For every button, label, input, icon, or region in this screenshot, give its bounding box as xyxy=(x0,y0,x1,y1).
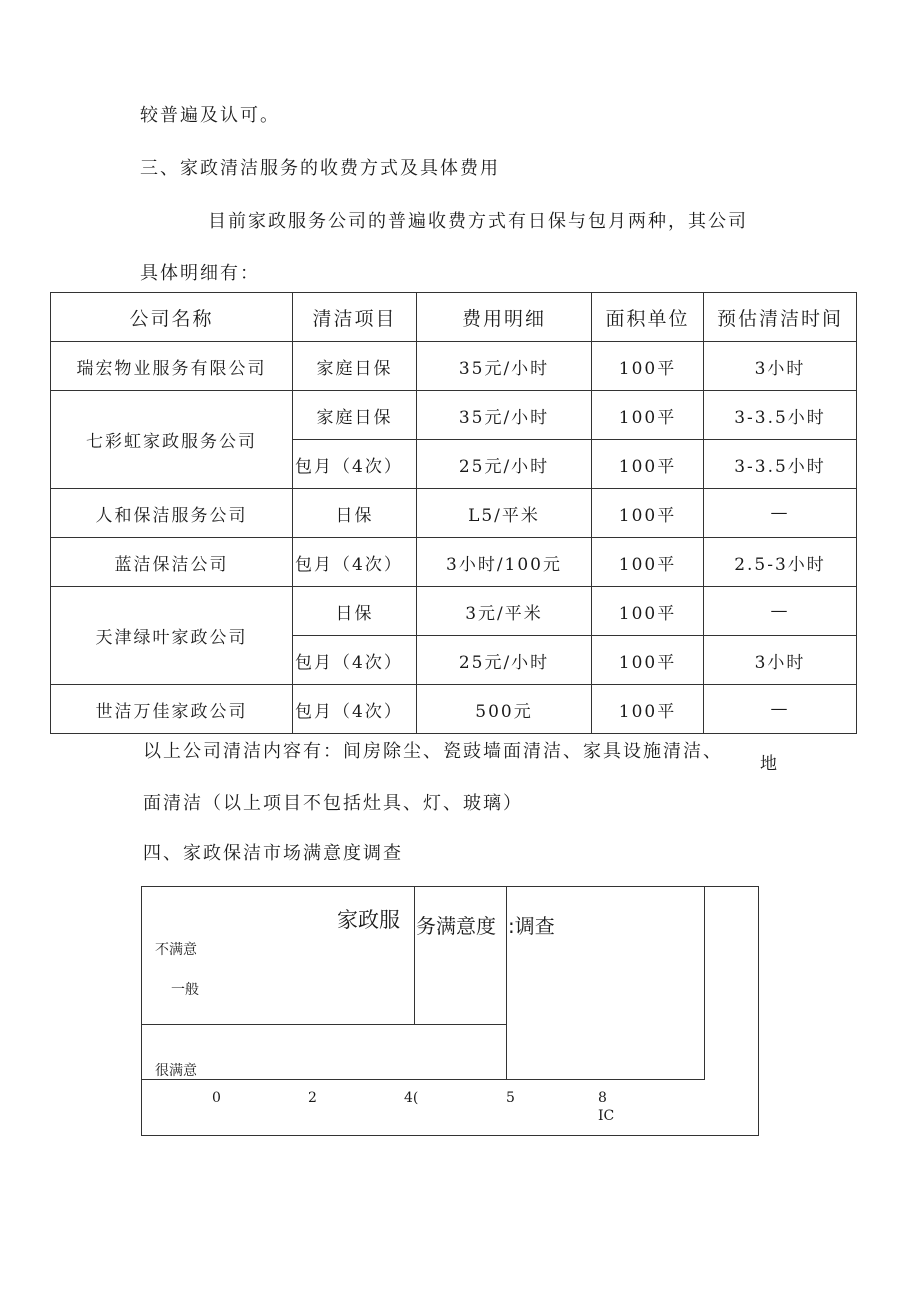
table-cell: 包月（4次） xyxy=(293,685,417,734)
table-cell: 包月（4次） xyxy=(293,538,417,587)
chart-frame-line xyxy=(506,887,507,1079)
table-cell: 100平 xyxy=(592,685,704,734)
table-row xyxy=(51,538,857,587)
table-cell: 3-3.5小时 xyxy=(704,391,857,440)
table-row xyxy=(51,587,857,636)
table-cell: 2.5-3小时 xyxy=(704,538,857,587)
x-tick-label: 8 xyxy=(598,1090,607,1106)
company-name-cell: 天津绿叶家政公司 xyxy=(51,587,293,685)
table-cell: 100平 xyxy=(592,391,704,440)
satisfaction-chart xyxy=(141,886,759,1136)
table-cell: 100平 xyxy=(592,342,704,391)
table-cell: 100平 xyxy=(592,636,704,685)
table-header-row xyxy=(51,293,857,342)
table-header-cell: 预估清洁时间 xyxy=(704,293,857,342)
table-cell: L5/平米 xyxy=(417,489,592,538)
table-cell: 35元/小时 xyxy=(417,342,592,391)
table-cell: 包月（4次） xyxy=(293,440,417,489)
table-cell: 家庭日保 xyxy=(293,391,417,440)
company-name-cell: 蓝洁保洁公司 xyxy=(51,538,293,587)
table-cell: 包月（4次） xyxy=(293,636,417,685)
table-cell: 100平 xyxy=(592,440,704,489)
table-cell: — xyxy=(704,489,857,538)
table-cell: 3小时/100元 xyxy=(417,538,592,587)
table-cell: 100平 xyxy=(592,489,704,538)
table-cell: 3小时 xyxy=(704,636,857,685)
table-cell: 35元/小时 xyxy=(417,391,592,440)
table-cell: 100平 xyxy=(592,587,704,636)
section-3-heading: 三、家政清洁服务的收费方式及具体费用 xyxy=(140,158,500,179)
paragraph-cleaning-scope-tail: 地 xyxy=(760,754,779,774)
category-label: 一般 xyxy=(171,982,199,998)
paragraph-cleaning-scope: 以上公司清洁内容有：间房除尘、瓷豉墙面清洁、家具设施清洁、 xyxy=(143,741,723,762)
table-cell: — xyxy=(704,587,857,636)
x-tick-label: 2 xyxy=(308,1090,317,1106)
table-row xyxy=(51,342,857,391)
paragraph-fee-intro: 目前家政服务公司的普遍收费方式有日保与包月两种，其公司 xyxy=(208,211,748,232)
x-tick-label-extra: IC xyxy=(598,1108,615,1124)
x-tick-label: 4( xyxy=(404,1090,419,1106)
chart-title-part2: 务满意度 xyxy=(416,914,496,938)
table-row xyxy=(51,391,857,440)
table-header-cell: 清洁项目 xyxy=(293,293,417,342)
category-label: 很满意 xyxy=(155,1063,197,1079)
table-cell: 500元 xyxy=(417,685,592,734)
fee-table xyxy=(50,292,857,734)
chart-title-part1: 家政服 xyxy=(337,908,400,932)
table-cell: 25元/小时 xyxy=(417,636,592,685)
table-cell: 日保 xyxy=(293,489,417,538)
company-name-cell: 人和保洁服务公司 xyxy=(51,489,293,538)
table-cell: — xyxy=(704,685,857,734)
company-name-cell: 世洁万佳家政公司 xyxy=(51,685,293,734)
table-cell: 25元/小时 xyxy=(417,440,592,489)
x-tick-label: 0 xyxy=(212,1090,221,1106)
paragraph-fee-intro-cont: 具体明细有： xyxy=(140,263,260,284)
company-name-cell: 七彩虹家政服务公司 xyxy=(51,391,293,489)
table-cell: 3-3.5小时 xyxy=(704,440,857,489)
chart-title-part3: :调查 xyxy=(508,914,555,938)
table-cell: 100平 xyxy=(592,538,704,587)
table-cell: 家庭日保 xyxy=(293,342,417,391)
chart-frame-line xyxy=(414,887,415,1024)
paragraph-cleaning-exclusions: 面清洁（以上项目不包括灶具、灯、玻璃） xyxy=(143,793,523,814)
category-label: 不满意 xyxy=(155,942,197,958)
table-header-cell: 费用明细 xyxy=(417,293,592,342)
section-4-heading: 四、家政保洁市场满意度调查 xyxy=(143,843,403,864)
table-cell: 3小时 xyxy=(704,342,857,391)
table-header-cell: 面积单位 xyxy=(592,293,704,342)
table-row xyxy=(51,685,857,734)
chart-frame-line xyxy=(142,1079,705,1080)
x-tick-label: 5 xyxy=(506,1090,515,1106)
chart-frame-line xyxy=(704,887,705,1079)
table-cell: 日保 xyxy=(293,587,417,636)
paragraph-intro-end: 较普遍及认可。 xyxy=(140,105,280,126)
table-header-cell: 公司名称 xyxy=(51,293,293,342)
table-row xyxy=(51,489,857,538)
table-cell: 3元/平米 xyxy=(417,587,592,636)
company-name-cell: 瑞宏物业服务有限公司 xyxy=(51,342,293,391)
chart-frame-line xyxy=(142,1024,506,1025)
